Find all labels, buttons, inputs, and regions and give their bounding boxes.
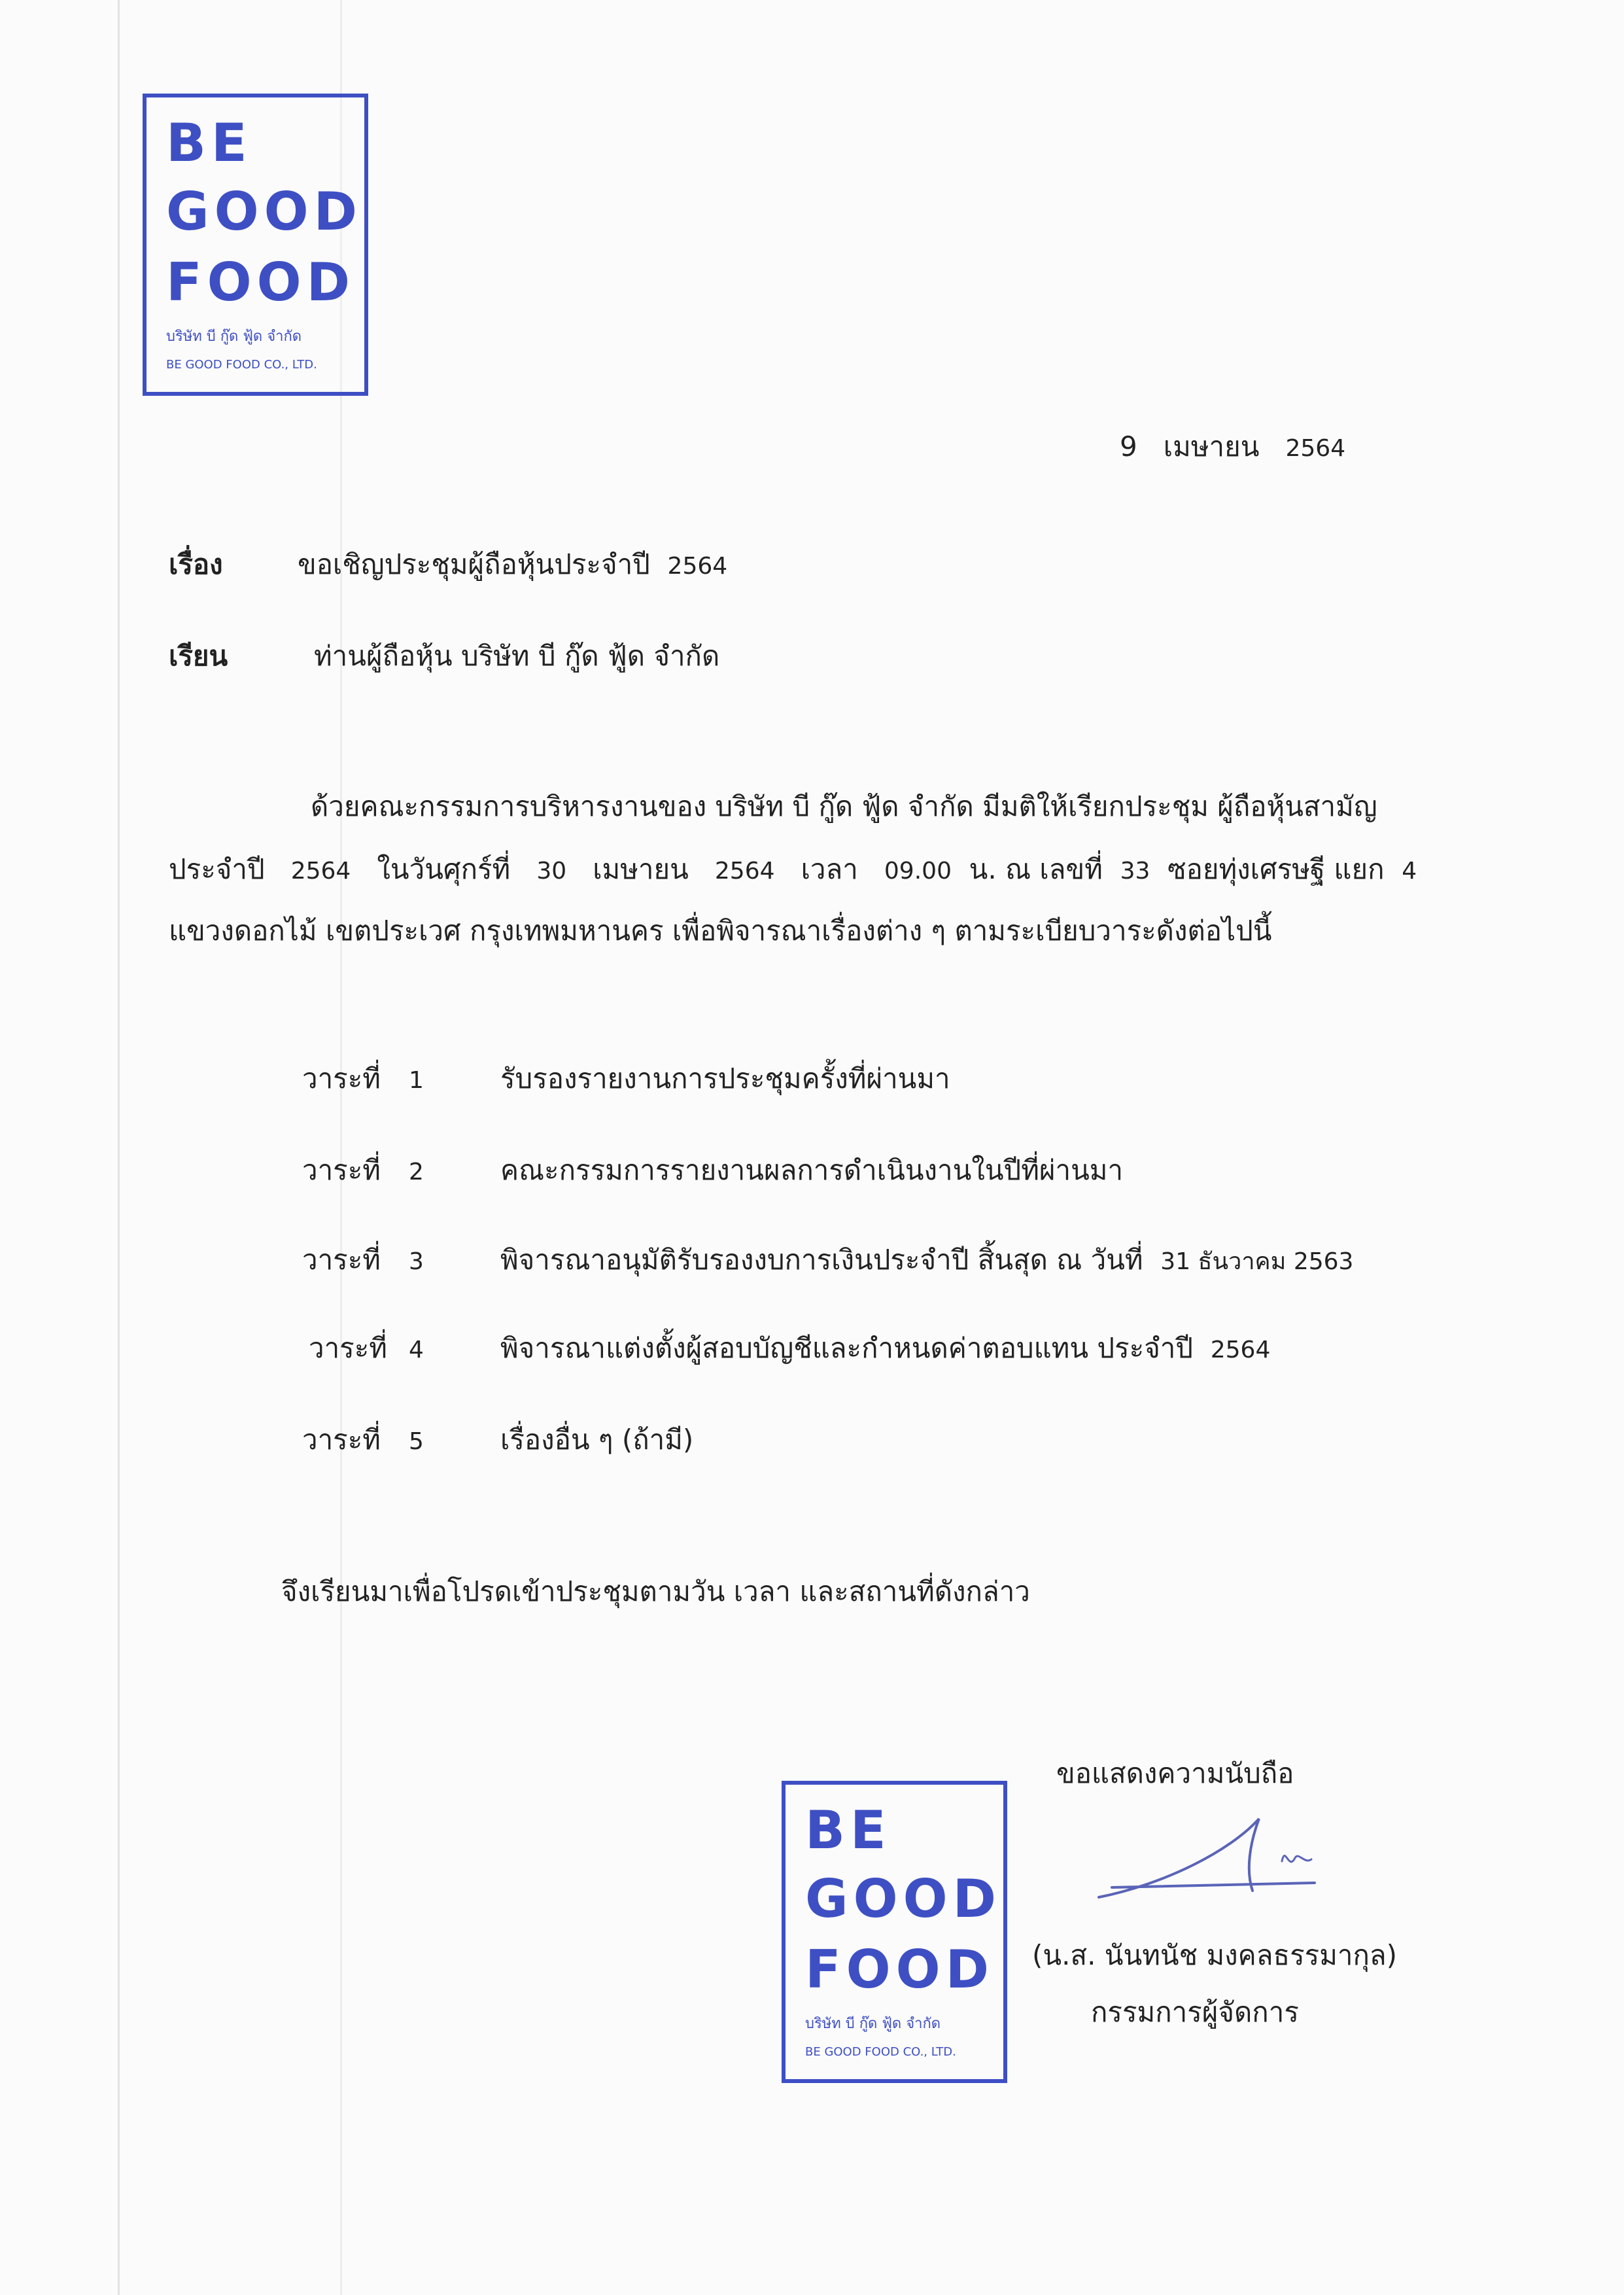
company-stamp-bottom: [782, 1781, 1007, 2083]
subject-line: [298, 548, 728, 580]
stamp-bottom-line1: BE: [805, 1800, 891, 1861]
agenda-text-main: รับรองรายงานการประชุมครั้งที่ผ่านมา: [500, 1062, 950, 1095]
date-day: 9: [1120, 430, 1137, 463]
agenda-label: วาระที่: [302, 1154, 381, 1186]
body-text: ซอยทุ่งเศรษฐี แยก: [1167, 853, 1385, 885]
regards-text: ขอแสดงความนับถือ: [1056, 1757, 1294, 1789]
subject-label: เรื่อง: [169, 548, 223, 580]
stamp-top-thai: บริษัท บี กู๊ด ฟู้ด จำกัด: [166, 328, 302, 345]
stamp-top-line3: FOOD: [166, 252, 356, 313]
body-number: 4: [1402, 858, 1417, 885]
agenda-text-main: พิจารณาอนุมัติรับรองงบการเงินประจำปี สิ้นสุด ณ วันที่: [500, 1244, 1143, 1276]
agenda-label: วาระที่: [302, 1062, 381, 1095]
body-number: 30: [536, 858, 567, 885]
scan-line-left: [118, 0, 120, 2295]
body-text: น. ณ เลขที่: [969, 853, 1103, 885]
agenda-label: วาระที่: [302, 1244, 381, 1276]
subject-text: ขอเชิญประชุมผู้ถือหุ้นประจำปี: [298, 548, 650, 580]
subject-year: 2564: [667, 553, 728, 580]
letter-date: [1120, 430, 1346, 463]
agenda-text-main: พิจารณาแต่งตั้งผู้สอบบัญชีและกำหนดค่าตอบแทน ประจำปี: [500, 1332, 1194, 1364]
stamp-top-line1: BE: [166, 113, 252, 173]
body-text: เวลา: [801, 853, 858, 885]
stamp-bottom-line3: FOOD: [805, 1939, 995, 2000]
company-stamp-top: [143, 94, 368, 396]
agenda-text-suffix: 31 ธันวาคม 2563: [1160, 1248, 1354, 1275]
agenda-text: [500, 1426, 693, 1454]
body-text: เมษายน: [593, 853, 689, 885]
agenda-text-main: เรื่องอื่น ๆ (ถ้ามี): [500, 1424, 694, 1456]
date-month: เมษายน: [1163, 430, 1260, 463]
signatory-position: กรรมการผู้จัดการ: [1091, 1996, 1299, 2028]
stamp-top-line2: GOOD: [166, 181, 363, 242]
body-number: 09.00: [884, 858, 952, 885]
to-label: เรียน: [169, 640, 228, 672]
signature: [1086, 1806, 1347, 1910]
signatory-name: (น.ส. นันทนัช มงคลธรรมากุล): [1032, 1939, 1398, 1971]
agenda-number: 4: [409, 1337, 424, 1363]
date-year: 2564: [1285, 435, 1346, 462]
stamp-bottom-line2: GOOD: [805, 1868, 1002, 1929]
agenda-number: 2: [409, 1159, 424, 1185]
body-line-1: ด้วยคณะกรรมการบริหารงานของ บริษัท บี กู๊ด ฟู้ด จำกัด มีมติให้เรียกประชุม ผู้ถือหุ้นสามัญ: [311, 790, 1377, 822]
agenda-label: วาระที่: [309, 1332, 387, 1364]
body-text: ประจำปี: [169, 853, 265, 885]
agenda-label: วาระที่: [302, 1424, 381, 1456]
stamp-top-english: BE GOOD FOOD CO., LTD.: [166, 358, 317, 372]
agenda-number: 1: [409, 1067, 424, 1094]
agenda-number: 3: [409, 1248, 424, 1275]
stamp-bottom-english: BE GOOD FOOD CO., LTD.: [805, 2045, 956, 2059]
closing-text: จึงเรียนมาเพื่อโปรดเข้าประชุมตามวัน เวลา และสถานที่ดังกล่าว: [281, 1575, 1030, 1607]
body-line-3: แขวงดอกไม้ เขตประเวศ กรุงเทพมหานคร เพื่อพิจารณาเรื่องต่าง ๆ ตามระเบียบวาระดังต่อไปนี้: [169, 915, 1272, 947]
agenda-text: [500, 1332, 1271, 1364]
body-line-2: [169, 853, 1417, 885]
agenda-text: [500, 1062, 950, 1095]
agenda-text-main: คณะกรรมการรายงานผลการดำเนินงานในปีที่ผ่านมา: [500, 1154, 1124, 1186]
body-number: 2564: [290, 858, 351, 885]
body-number: 33: [1120, 858, 1150, 885]
agenda-number: 5: [409, 1428, 424, 1455]
stamp-bottom-thai: บริษัท บี กู๊ด ฟู้ด จำกัด: [805, 2016, 941, 2032]
agenda-text: [500, 1246, 1353, 1274]
agenda-text-suffix: 2564: [1210, 1337, 1271, 1363]
body-text: ในวันศุกร์ที่: [377, 853, 511, 885]
to-text: ท่านผู้ถือหุ้น บริษัท บี กู๊ด ฟู้ด จำกัด: [314, 640, 720, 672]
agenda-text: [500, 1154, 1124, 1186]
body-number: 2564: [714, 858, 775, 885]
